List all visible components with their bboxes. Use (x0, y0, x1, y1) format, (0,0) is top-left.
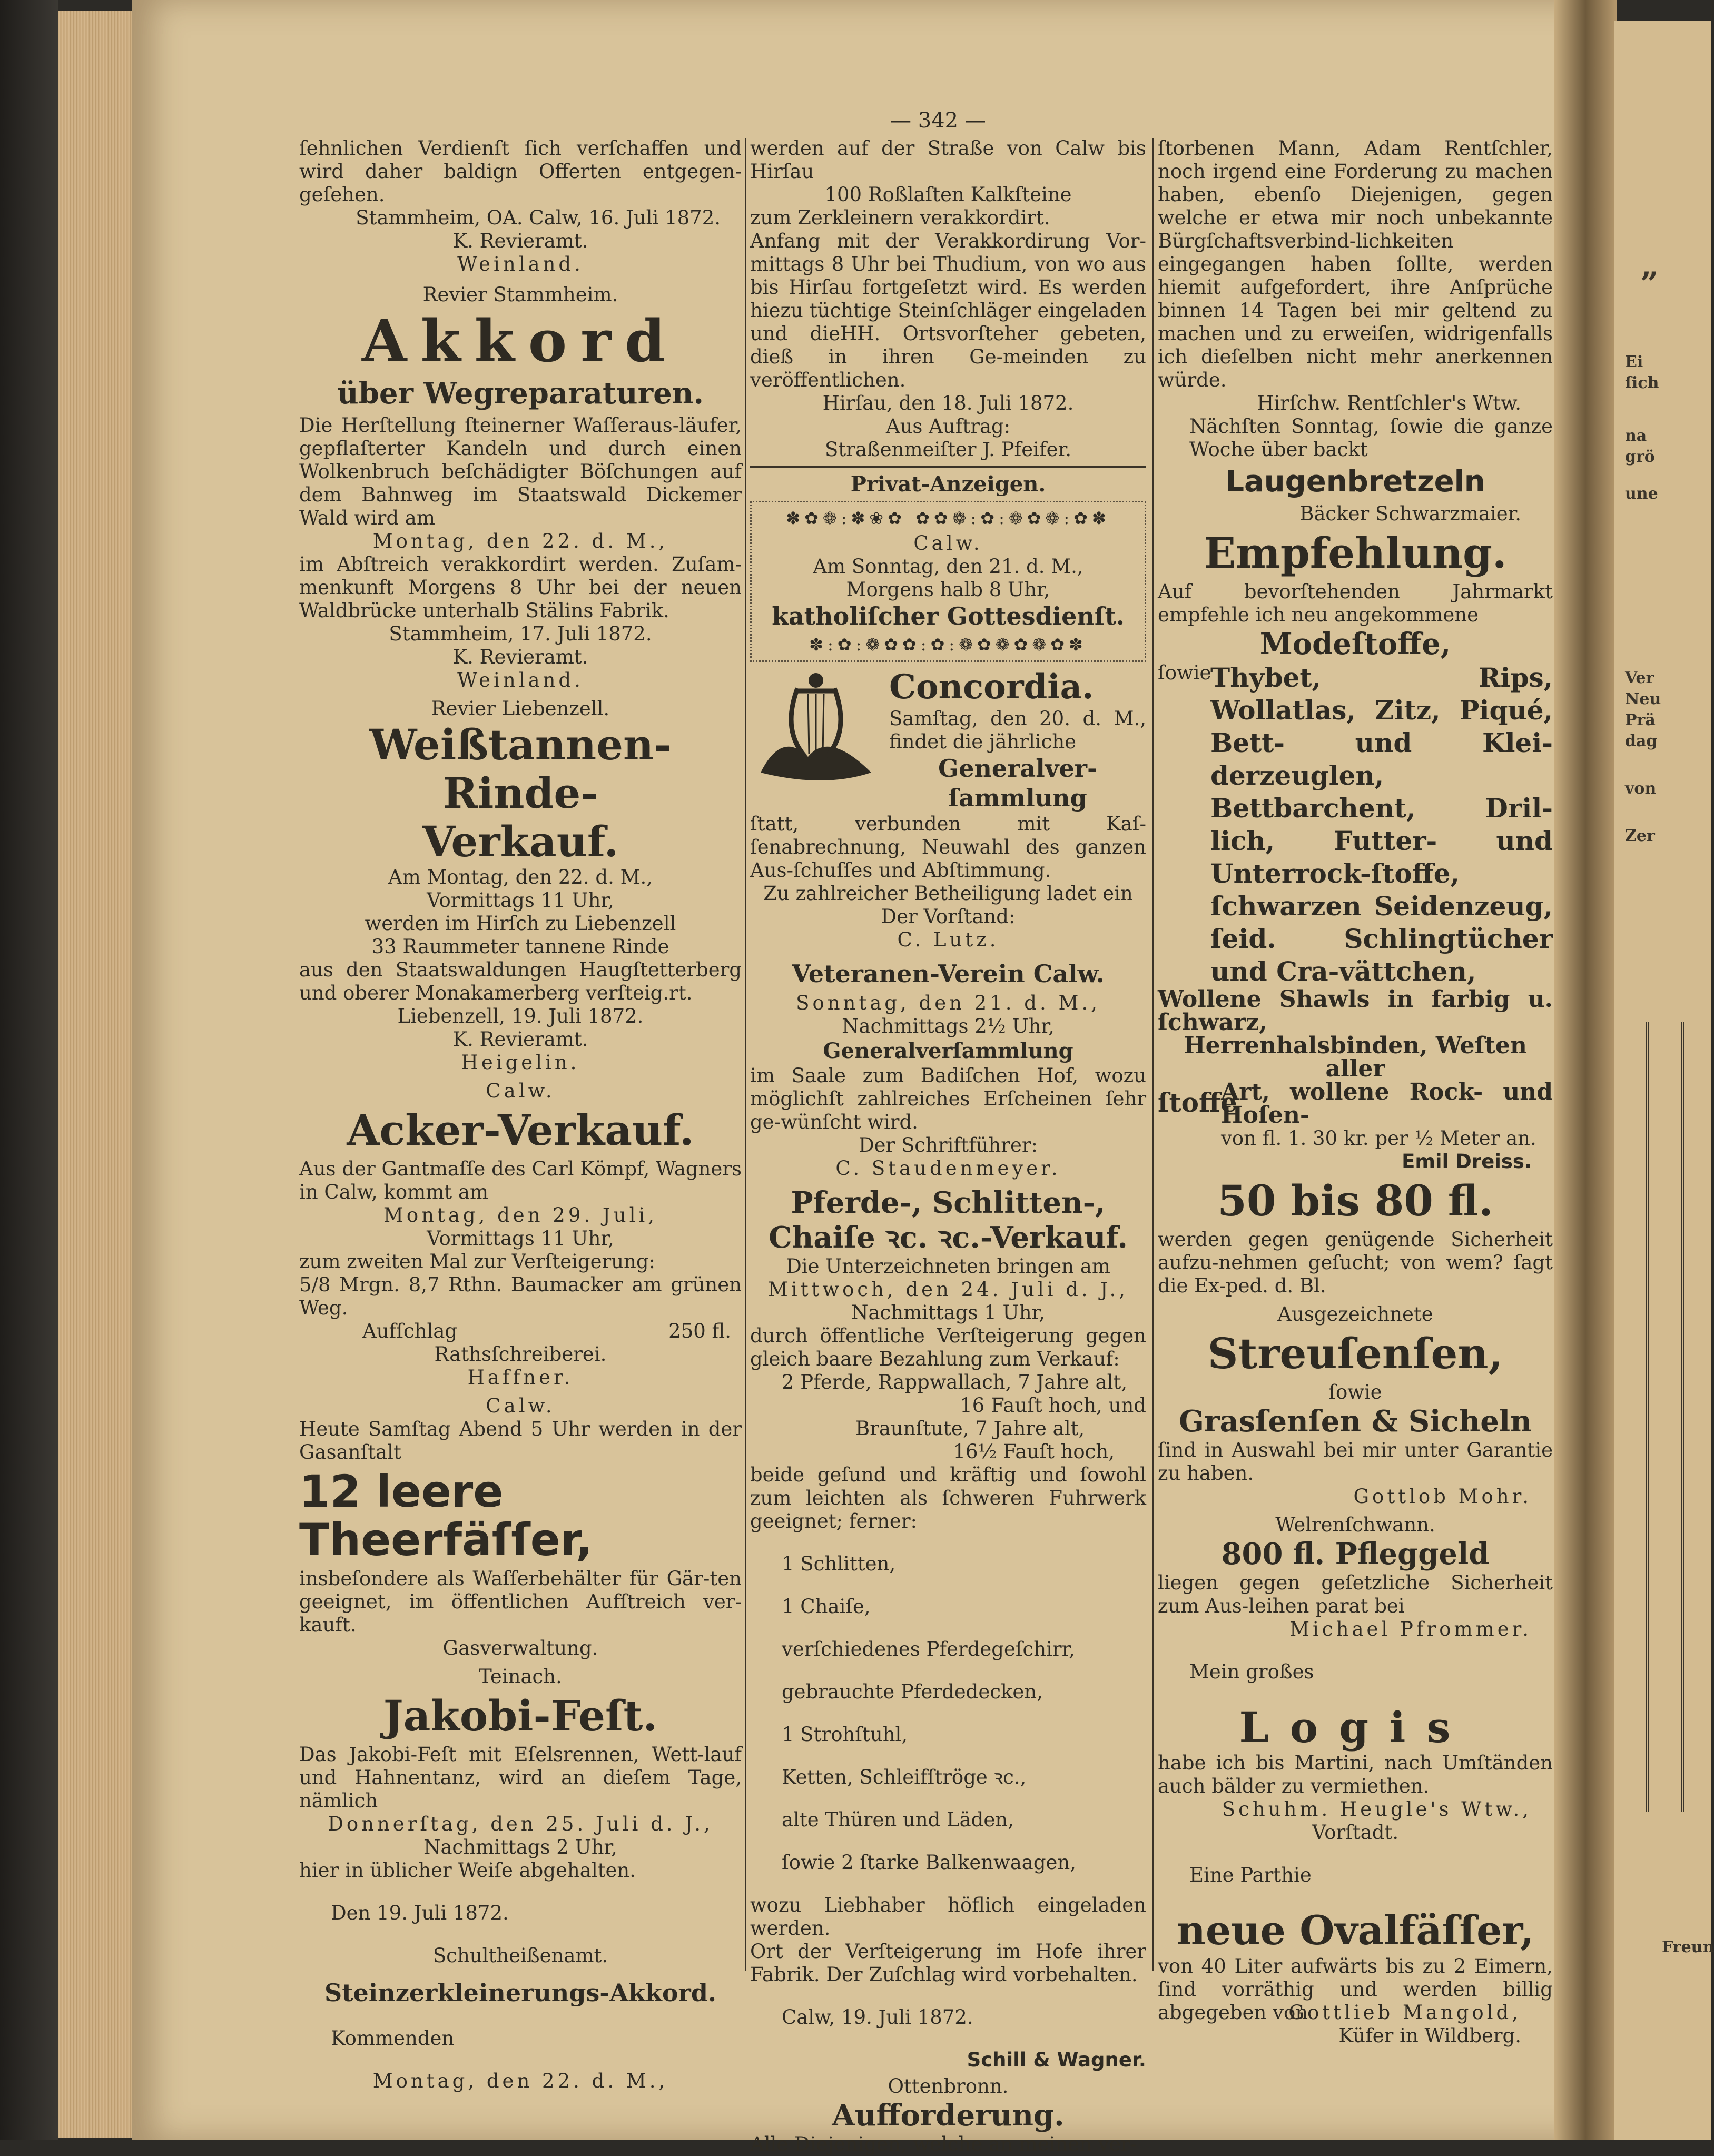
page-number: — 342 — (890, 108, 986, 133)
ad-date: Liebenzell, 19. Juli 1872. (397, 1005, 644, 1027)
ad-heading-akkord: Akkord (361, 307, 679, 375)
ad-heading-acker: Acker-Verkauf. (347, 1105, 694, 1155)
ad-office: K. Revieramt. (452, 1028, 588, 1051)
ad-heading-steinzerkleinerung: Steinzerkleinerungs-Akkord. (324, 1979, 716, 2007)
ad-text: Auf bevorſtehenden Jahrmarkt empfehle ich neu angekommene (1158, 580, 1553, 626)
ad-date: Den 19. Juli 1872. (331, 1902, 509, 1924)
ad-time-line: Nachmittags 1 Uhr, (851, 1301, 1045, 1324)
next-page-text: na (1625, 427, 1647, 445)
ad-heading-modestoffe: Modeſtoffe, (1259, 627, 1451, 661)
ad-text: Heute Samſtag Abend 5 Uhr werden in der Gasanſtalt (299, 1418, 742, 1463)
next-page-quote-mark: „ (1641, 248, 1659, 284)
ad-date-line: Montag, den 22. d. M., (372, 530, 668, 552)
ad-time-line: Nachmittags 2 Uhr, (423, 1836, 617, 1858)
ad-signature: C. Staudenmeyer. (835, 1157, 1061, 1180)
ad-signature: Gasverwaltung. (442, 1637, 598, 1659)
ad-text: ſowie (1328, 1381, 1382, 1403)
ad-location: Calw. (486, 1080, 555, 1102)
ad-signature: Schuhm. Heugle's Wtw., (1222, 1798, 1532, 1821)
ad-text: Aus Auftrag: (885, 415, 1011, 438)
ad-heading-grassensen: Grasſenſen & Sicheln (1179, 1404, 1532, 1439)
ad-text: Die Unterzeichneten bringen am (786, 1255, 1110, 1278)
ad-heading-aufforderung: Aufforderung. (832, 2098, 1065, 2133)
ad-office: Rathsſchreiberei. (434, 1343, 607, 1366)
ad-text: Eine Parthie (1189, 1864, 1312, 1886)
ad-heading-pferde: Pferde-, Schlitten-, (791, 1185, 1106, 1220)
ad-subheading: Generalverſammlung (823, 1039, 1073, 1063)
next-page-text: Zer (1625, 827, 1655, 845)
ad-text: Vorſtadt. (1312, 1821, 1399, 1844)
next-page-text: dag (1625, 732, 1658, 750)
next-page-text: ſich (1625, 374, 1659, 392)
list-item: 1 Strohſtuhl, (782, 1723, 908, 1746)
next-page-text: grö (1625, 448, 1655, 466)
ad-date: Stammheim, OA. Calw, 16. Juli 1872. (356, 206, 721, 229)
ad-signature: Hirſchw. Rentſchler's Wtw. (1257, 392, 1521, 414)
ad-text: Der Vorſtand: (881, 905, 1016, 928)
ad-text: werden gegen genügende Sicherheit aufzu-nehmen geſucht; von wem? ſagt die Ex-ped. d. Bl. (1158, 1228, 1553, 1297)
ad-text: Nächſten Sonntag, ſowie die ganze Woche über backt (1189, 415, 1553, 461)
book-cover-edge (0, 0, 58, 2140)
ad-text: ſowie (1158, 661, 1211, 684)
book-gutter (1554, 0, 1617, 2140)
ad-text: Samſtag, den 20. d. M., findet die jährliche (889, 707, 1146, 753)
ad-text: Alle Diejenigen, welche an meinen ver- (750, 2133, 1137, 2155)
ad-signature: C. Lutz. (897, 928, 999, 951)
next-page-text: Ei (1625, 353, 1643, 371)
next-page-text: von (1625, 779, 1657, 798)
ad-heading-jakobi: Jakobi-Feſt. (383, 1691, 658, 1740)
ornament-border: ✽✿❁:✽❀✿ ✿✿❁:✿:❁✿❁:✿✽ (786, 508, 1110, 528)
column-rule (1152, 138, 1154, 1971)
ad-heading-logis: Logis (1239, 1703, 1472, 1752)
ad-date-line: Donnerſtag, den 25. Juli d. J., (328, 1813, 713, 1835)
ad-heading-veteranen: Veteranen-Verein Calw. (792, 960, 1105, 988)
ad-location: Calw. (913, 532, 983, 555)
ad-time-line: Morgens halb 8 Uhr, (846, 578, 1050, 601)
column-3 (1158, 137, 1553, 2048)
list-item: Ketten, Schleifſtröge ꝛc., (782, 1766, 1027, 1788)
ad-heading-rinde: Weißtannen-Rinde- (369, 720, 672, 818)
ad-text: von 40 Liter aufwärts bis zu 2 Eimern, ſind vorräthig und werden billig abgegeben von (1158, 1955, 1553, 2024)
ad-heading-theerfaesser: 12 leere Theerfäſſer, (299, 1466, 593, 1566)
church-notice-box (750, 501, 1146, 662)
section-divider (750, 466, 1146, 468)
ad-text: Herrenhalsbinden, Weſten aller (1184, 1032, 1527, 1082)
next-page-text: une (1625, 484, 1658, 503)
ad-text: werden im Hirſch zu Liebenzell (365, 912, 676, 935)
ad-signature: Weinland. (457, 669, 584, 691)
ad-text: 33 Raummeter tannene Rinde (371, 935, 669, 958)
ad-signature: Emil Dreiss. (1402, 1150, 1532, 1173)
ad-heading-chaise: Chaiſe ꝛc. ꝛc.-Verkauf. (769, 1220, 1128, 1255)
ad-text: Zu zahlreicher Betheiligung ladet ein (763, 882, 1133, 905)
next-page-text: Prä (1625, 711, 1656, 729)
ad-date: Hirſau, den 18. Juli 1872. (822, 392, 1074, 414)
list-item: 1 Chaiſe, (782, 1595, 871, 1618)
ad-text: Ausgezeichnete (1277, 1303, 1433, 1326)
ad-signature: Haffner. (467, 1366, 574, 1389)
ad-signature: Michael Pfrommer. (1289, 1618, 1532, 1640)
ad-heading-laugenbretzeln: Laugenbretzeln (1225, 464, 1485, 499)
ad-text: Ort der Verſteigerung im Hofe ihrer Fabrik. Der Zuſchlag wird vorbehalten. (750, 1940, 1146, 1986)
ad-text: Mein großes (1189, 1660, 1314, 1683)
ad-text: Aus der Gantmaſſe des Carl Kömpf, Wagners in Calw, kommt am (299, 1158, 742, 1203)
ad-date-line: Am Sonntag, den 21. d. M., (813, 555, 1083, 578)
ad-location: Revier Stammheim. (422, 283, 618, 306)
ad-text: Der Schriftführer: (858, 1134, 1038, 1156)
ad-location: Revier Liebenzell. (431, 697, 610, 720)
ad-heading-streusensen: Streuſenſen, (1207, 1329, 1503, 1378)
ad-heading-concordia: Concordia. (889, 667, 1094, 707)
ad-time-line: Vormittags 11 Uhr, (427, 1227, 614, 1250)
ad-text: 16½ Fauſt hoch, (953, 1440, 1115, 1463)
ad-heading-ovalfaesser: neue Ovalfäſſer, (1176, 1907, 1534, 1954)
ad-label: Aufſchlag (362, 1320, 458, 1342)
ad-text: Die Herſtellung ſteinerner Waſſeraus-läufer, gepflaſterter Kandeln und durch einen Wolkenbruch beſchädigter Böſchungen auf dem Bahnweg im Staatswald Dickemer Wald wird am (299, 414, 742, 529)
column-2 (750, 137, 1146, 2156)
ad-location: Welrenſchwann. (1275, 1514, 1435, 1536)
ad-text: ſind in Auswahl bei mir unter Garantie zu haben. (1158, 1439, 1553, 1485)
ad-text: insbeſondere als Waſſerbehälter für Gär-ten geeignet, im öffentlichen Aufſtreich ver-kauft. (299, 1567, 742, 1636)
section-heading-private: Privat-Anzeigen. (850, 472, 1046, 497)
ad-text: ſtoffe (1158, 1087, 1237, 1118)
ad-signature: Schill & Wagner. (967, 2049, 1146, 2071)
list-item: verſchiedenes Pferdegeſchirr, (782, 1638, 1076, 1660)
ad-signature: Heigelin. (461, 1051, 580, 1074)
fabric-items: Thybet, Rips, Wollatlas, Zitz, Piqué, Bett- und Klei-derzeuglen, Bettbarchent, Dril-lich, Futter- und Unterrock-ſtoffe, ſchwarzen Seidenzeug, ſeid. Schlingtücher und Cra-vättchen, (1210, 662, 1553, 987)
ad-location: Teinach. (479, 1665, 562, 1688)
ad-text: hier in üblicher Weiſe abgehalten. (299, 1859, 636, 1882)
stoffe-row (1158, 1081, 1553, 1150)
ad-heading-pfleggeld: 800 fl. Pfleggeld (1221, 1537, 1490, 1571)
ad-heading-amount: 50 bis 80 fl. (1217, 1176, 1493, 1225)
ad-text: 16 Fauſt hoch, und (960, 1394, 1146, 1417)
ad-date-line: Montag, den 29. Juli, (383, 1204, 657, 1227)
list-item: gebrauchte Pferdedecken, (782, 1680, 1043, 1703)
ad-date: Calw, 19. Juli 1872. (782, 2006, 973, 2029)
ad-text: durch öffentliche Verſteigerung gegen gleich baare Bezahlung zum Verkauf: (750, 1324, 1146, 1370)
ad-location: Ottenbronn. (888, 2075, 1009, 2098)
ad-text: zum Zerkleinern verakkordirt. (750, 206, 1050, 229)
ad-date-line: Montag, den 22. d. M., (372, 2070, 668, 2092)
ad-text-shawls: Wollene Shawls in farbig u. ſchwarz, (1158, 986, 1553, 1036)
ad-signature: Gottlob Mohr. (1353, 1485, 1532, 1508)
ad-text: ſtorbenen Mann, Adam Rentſchler, noch irgend eine Forderung zu machen haben, ebenſo Diejenigen, gegen welche er etwa mir noch unbekannte Bürgſchaftsverbind-lichkeiten eingegangen haben ſollte, werden hiemit aufgefordert, ihre Anſprüche binnen 14 Tagen bei mir geltend zu machen und zu erweiſen, widrigenfalls ich dieſelben nicht mehr anerkennen würde. (1158, 137, 1553, 391)
list-item: 1 Schlitten, (782, 1552, 896, 1575)
ad-location: Calw. (486, 1395, 555, 1417)
ad-text: ſehnlichen Verdienſt ſich verſchaffen und wird daher baldign Offerten entgegen-geſehen. (299, 137, 742, 206)
ad-heading-empfehlung: Empfehlung. (1204, 528, 1507, 578)
ad-text: Braunſtute, 7 Jahre alt, (855, 1417, 1085, 1440)
ad-time-line: Nachmittags 2½ Uhr, (842, 1015, 1055, 1037)
concordia-ad (750, 667, 1146, 813)
ad-signature: Küfer in Wildberg. (1338, 2024, 1521, 2047)
column-1 (299, 137, 742, 2093)
next-page-text: Freun (1662, 1938, 1714, 1956)
ad-heading-verkauf: Verkauf. (422, 817, 619, 866)
ad-price: 250 fl. (668, 1320, 731, 1342)
ornament-border: ✽:✿:❁✿✿:✿:❁✿❁✿❁✿✽ (809, 635, 1087, 655)
next-page-text: Neu (1625, 690, 1661, 708)
ad-text: zum zweiten Mal zur Verſteigerung: (299, 1250, 656, 1273)
ad-text: 5/8 Mrgn. 8,7 Rthn. Baumacker am grünen Weg. (299, 1273, 742, 1319)
next-page-fragment (1614, 21, 1714, 2140)
ad-text: beide geſund und kräftig und ſowohl zum leichten als ſchweren Fuhrwerk geeignet; ferner: (750, 1463, 1146, 1532)
column-rule (745, 138, 746, 1971)
next-page-text: Ver (1625, 669, 1654, 687)
ad-text: Art, wollene Rock- und Hoſen- (1221, 1079, 1553, 1129)
ad-date-line: Sonntag, den 21. d. M., (796, 992, 1100, 1014)
ad-text: 100 Roßlaſten Kalkſteine (824, 183, 1072, 206)
ad-text: habe ich bis Martini, nach Umſtänden auch bälder zu vermiethen. (1158, 1752, 1553, 1797)
ad-date: Stammheim, 17. Juli 1872. (389, 622, 652, 645)
list-item: ſowie 2 ſtarke Balkenwaagen, (782, 1851, 1077, 1874)
ad-text: Kommenden (331, 2027, 455, 2050)
fabric-list (1158, 661, 1553, 988)
ad-text: wozu Liebhaber höflich eingeladen werden. (750, 1894, 1146, 1940)
ad-office: K. Revieramt. (452, 646, 588, 668)
list-item: alte Thüren und Läden, (782, 1808, 1014, 1831)
ad-signature: Schultheißenamt. (432, 1944, 608, 1967)
ad-text: ſtatt, verbunden mit Kaſ-ſenabrechnung, Neuwahl des ganzen Aus-ſchuſſes und Abſtimmung. (750, 813, 1146, 882)
ad-office: K. Revieramt. (452, 230, 588, 252)
ad-text: liegen gegen geſetzliche Sicherheit zum Aus-leihen parat bei (1158, 1571, 1553, 1617)
ad-date-line: Am Montag, den 22. d. M., (388, 866, 653, 888)
ad-text: 2 Pferde, Rappwallach, 7 Jahre alt, (782, 1371, 1128, 1393)
ad-text: Das Jakobi-Feſt mit Eſelsrennen, Wett-lauf und Hahnentanz, wird an dieſem Tage, nämlich (299, 1743, 742, 1812)
ad-text: aus den Staatswaldungen Haugſtetterberg und oberer Monakamerberg verſteig.rt. (299, 958, 742, 1004)
ad-date-line: Mittwoch, den 24. Juli d. J., (767, 1278, 1129, 1301)
next-page-ornament-border (1646, 1022, 1684, 1812)
ad-signature: Gottlieb Mangold, (1288, 2001, 1521, 2024)
ad-signature: Weinland. (457, 253, 584, 275)
ad-subheading-generalversammlung: Generalver-ſammlung (938, 754, 1098, 812)
ad-text: im Saale zum Badiſchen Hof, wozu möglichſt zahlreiches Erſcheinen ſehr ge-wünſcht wird. (750, 1064, 1146, 1133)
ad-text: von fl. 1. 30 kr. per ½ Meter an. (1221, 1127, 1536, 1150)
lyre-wreath-icon (750, 667, 882, 794)
ad-time-line: Vormittags 11 Uhr, (427, 889, 614, 912)
ad-signature: Bäcker Schwarzmaier. (1299, 502, 1521, 525)
ad-heading-gottesdienst: katholiſcher Gottesdienſt. (772, 602, 1125, 630)
ad-signature: Straßenmeiſter J. Pfeifer. (825, 438, 1071, 461)
ad-subheading: über Wegreparaturen. (337, 376, 704, 411)
ad-text: Anfang mit der Verakkordirung Vor-mittags 8 Uhr bei Thudium, von wo aus bis Hirſau fortgeſetzt wird. Es werden hiezu tüchtige Steinſchläger eingeladen und dieHH. Ortsvorſteher gebeten, dieß in ihren Ge-meinden zu veröffentlichen. (750, 230, 1146, 391)
ad-text: werden auf der Straße von Calw bis Hirſau (750, 137, 1146, 183)
ad-text: im Abſtreich verakkordirt werden. Zuſam-menkunft Morgens 8 Uhr bei der neuen Waldbrücke unterhalb Stälins Fabrik. (299, 553, 742, 622)
